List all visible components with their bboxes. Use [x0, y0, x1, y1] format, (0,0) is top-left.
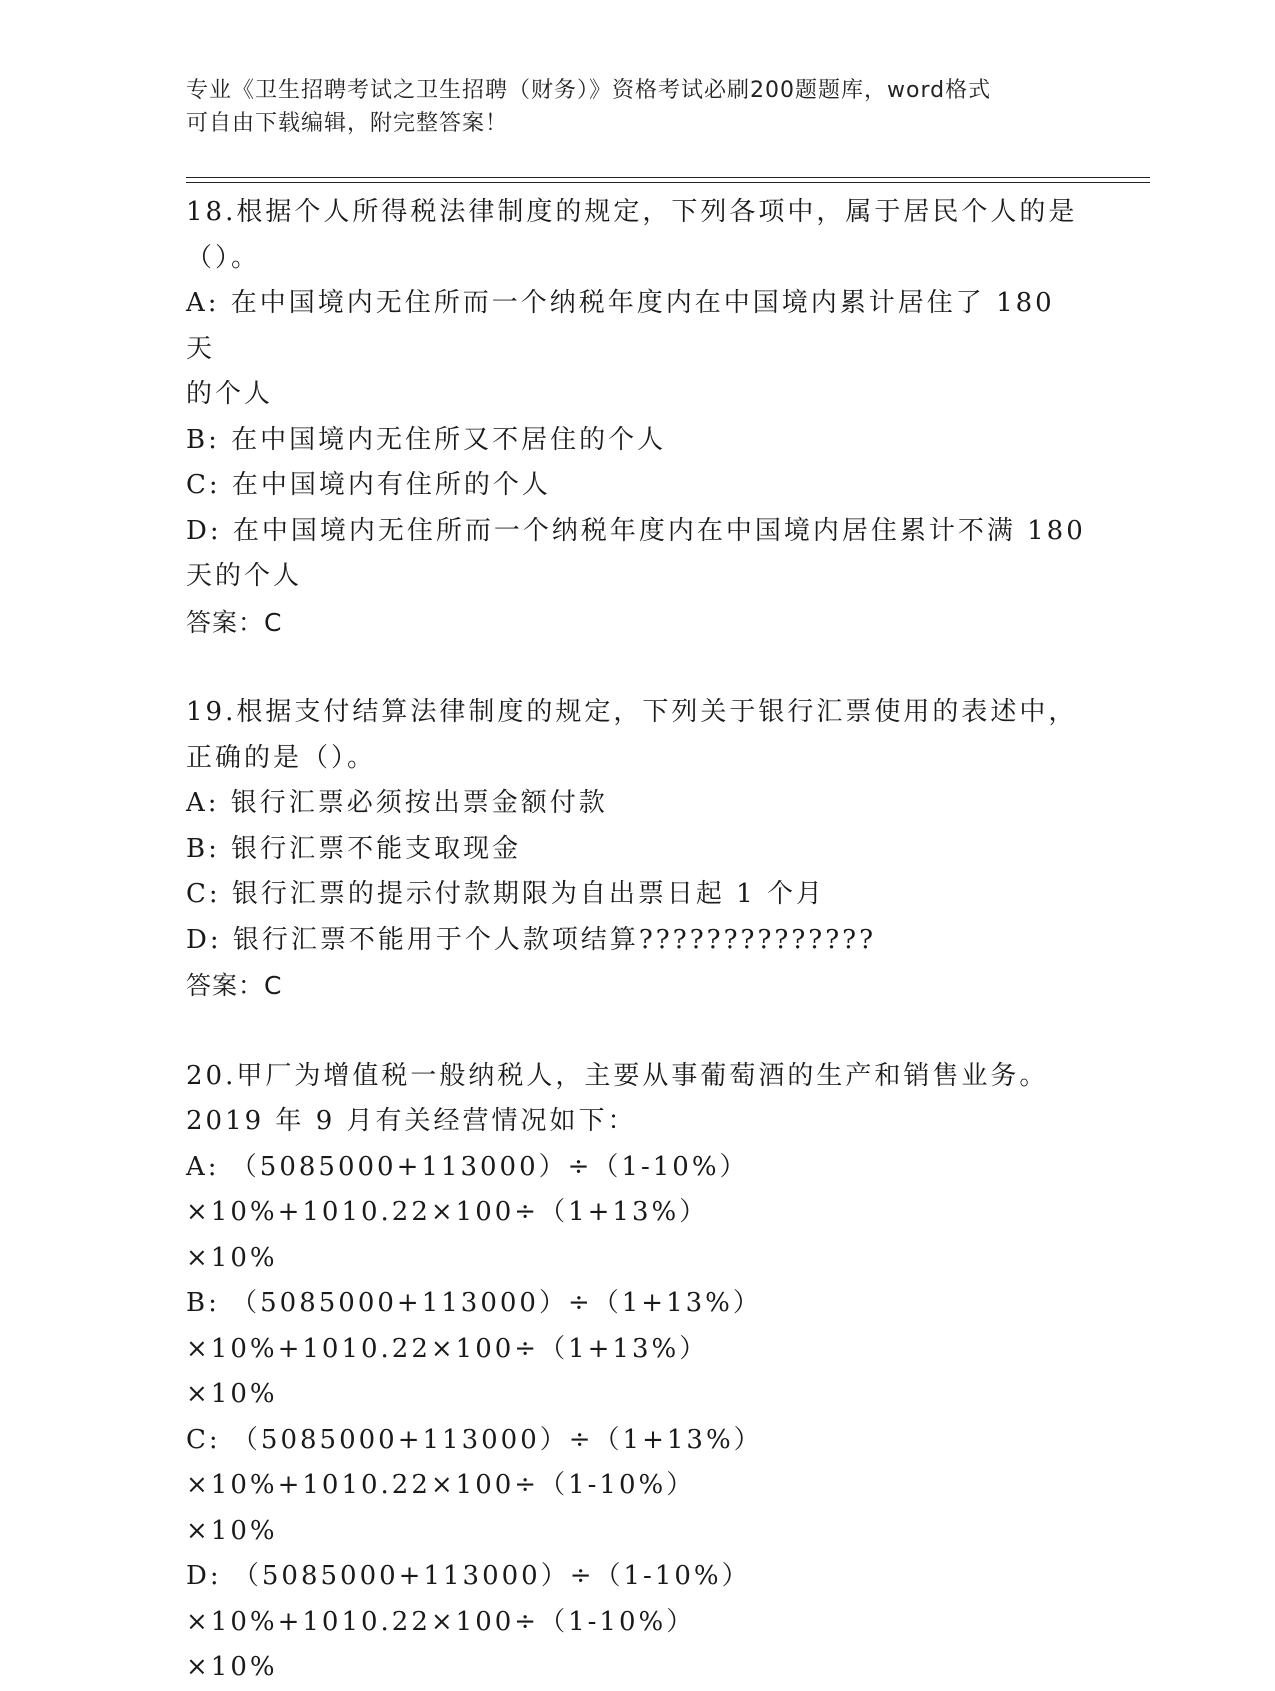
- question-stem-line: 正确的是（）。: [186, 742, 377, 773]
- question-18: [186, 190, 1086, 645]
- question-20: [186, 1054, 1086, 1691]
- option-c-continued: ×10%: [186, 1515, 278, 1546]
- question-stem-line: （）。: [186, 242, 261, 273]
- option-a-continued: ×10%: [186, 1242, 278, 1273]
- option-c: C: 银行汇票的提示付款期限为自出票日起 1 个月: [186, 879, 825, 909]
- header-divider-top: [186, 177, 1150, 178]
- question-stem-line: 20.甲厂为增值税一般纳税人，主要从事葡萄酒的生产和销售业务。: [186, 1060, 1049, 1091]
- option-b: B: 银行汇票不能支取现金: [186, 833, 522, 864]
- option-b-continued: ×10%: [186, 1379, 278, 1409]
- option-b: B: （5085000+113000）÷（1+13%）×10%+1010.22×100÷（1+13%）: [186, 1288, 762, 1364]
- option-d: D: （5085000+113000）÷（1-10%）×10%+1010.22×100÷（1-10%）: [186, 1561, 751, 1637]
- document-header: [186, 74, 1066, 140]
- option-c: C: （5085000+113000）÷（1+13%）×10%+1010.22×100÷（1-10%）: [186, 1424, 763, 1500]
- question-stem-line: 19.根据支付结算法律制度的规定，下列关于银行汇票使用的表述中，: [186, 697, 1078, 727]
- answer: 答案：C: [186, 607, 283, 637]
- option-a-continued: 的个人: [186, 379, 274, 409]
- option-d: D: 银行汇票不能用于个人款项结算??????????????: [186, 924, 877, 955]
- answer: 答案：C: [186, 971, 283, 1000]
- question-stem-line: 2019 年 9 月有关经营情况如下：: [186, 1106, 637, 1136]
- question-stem-line: 18.根据个人所得税法律制度的规定，下列各项中，属于居民个人的是: [186, 197, 1078, 227]
- option-a: A: 在中国境内无住所而一个纳税年度内在中国境内累计居住了 180 天: [186, 288, 1066, 364]
- option-a: A: 银行汇票必须按出票金额付款: [186, 788, 608, 818]
- header-line-1: 专业《卫生招聘考试之卫生招聘（财务）》资格考试必刷200题题库，word格式: [186, 78, 992, 103]
- question-list: [186, 190, 1086, 1691]
- option-c: C: 在中国境内有住所的个人: [186, 470, 551, 500]
- option-b: B: 在中国境内无住所又不居住的个人: [186, 424, 667, 455]
- option-d-continued: ×10%: [186, 1652, 278, 1682]
- header-divider-bottom: [186, 182, 1150, 183]
- option-a: A: （5085000+113000）÷（1-10%）×10%+1010.22×100÷（1+13%）: [186, 1151, 749, 1227]
- option-d: D: 在中国境内无住所而一个纳税年度内在中国境内居住累计不满 180: [186, 515, 1086, 546]
- option-d-continued: 天的个人: [186, 561, 303, 591]
- header-line-2: 可自由下载编辑，附完整答案！: [186, 111, 509, 136]
- question-19: [186, 690, 1086, 1009]
